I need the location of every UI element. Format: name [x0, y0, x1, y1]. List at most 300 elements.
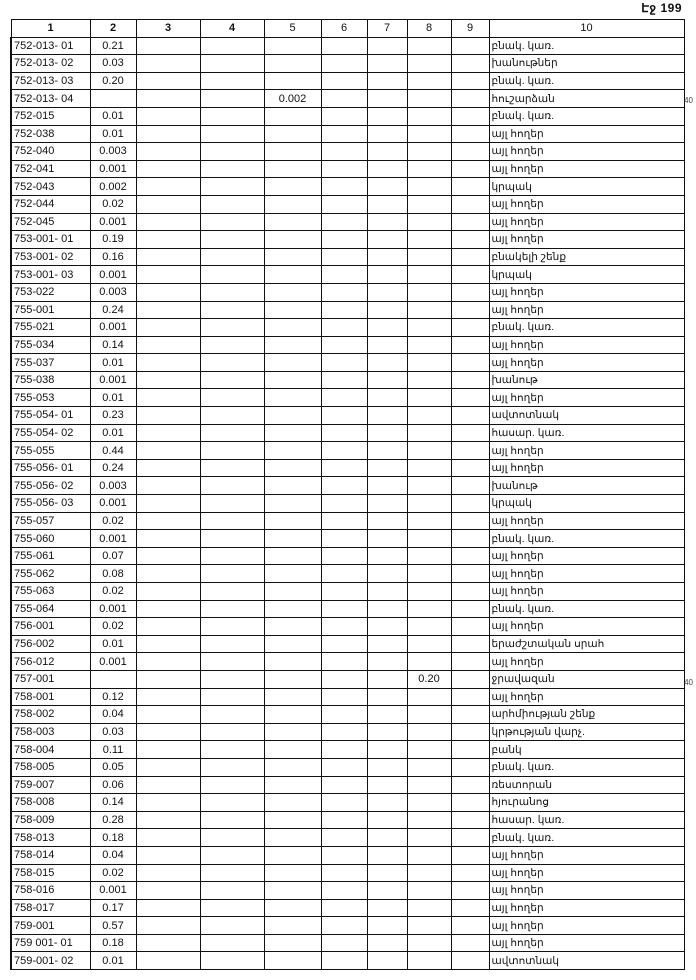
area-cell-col2: 0.01	[90, 107, 136, 125]
area-cell-col4	[200, 248, 264, 266]
area-cell-col9	[451, 864, 489, 882]
area-cell-col6	[321, 688, 367, 706]
area-cell-col7	[367, 107, 407, 125]
area-cell-col3	[136, 107, 200, 125]
area-cell-col8	[407, 952, 451, 970]
area-cell-col4	[200, 336, 264, 354]
area-cell-col6	[321, 547, 367, 565]
area-cell-col3	[136, 90, 200, 108]
area-cell-col8	[407, 371, 451, 389]
area-cell-col3	[136, 55, 200, 73]
area-cell-col5	[264, 758, 321, 776]
land-use-cell: այլ հողեր	[489, 565, 684, 583]
area-cell-col8	[407, 829, 451, 847]
area-cell-col9	[451, 723, 489, 741]
area-cell-col5	[264, 934, 321, 952]
land-use-cell: հուշարձան	[489, 90, 684, 108]
area-cell-col2: 0.44	[90, 442, 136, 460]
area-cell-col5	[264, 231, 321, 249]
land-use-cell: այլ հողեր	[489, 283, 684, 301]
area-cell-col7	[367, 213, 407, 231]
area-cell-col4	[200, 178, 264, 196]
land-use-cell: բնակ. կառ.	[489, 829, 684, 847]
parcel-code-cell: 758-014	[11, 846, 90, 864]
area-cell-col4	[200, 266, 264, 284]
land-use-cell: բնակ. կառ.	[489, 37, 684, 55]
area-cell-col6	[321, 266, 367, 284]
area-cell-col8: 0.20	[407, 670, 451, 688]
area-cell-col3	[136, 618, 200, 636]
table-row	[11, 934, 684, 952]
land-use-cell: բնակ. կառ.	[489, 107, 684, 125]
table-row	[11, 495, 684, 513]
area-cell-col9	[451, 934, 489, 952]
area-cell-col9	[451, 635, 489, 653]
area-cell-col7	[367, 794, 407, 812]
parcel-code-cell: 753-001- 02	[11, 248, 90, 266]
land-use-cell: այլ հողեր	[489, 195, 684, 213]
area-cell-col3	[136, 688, 200, 706]
table-row	[11, 231, 684, 249]
area-cell-col4	[200, 864, 264, 882]
area-cell-col5	[264, 248, 321, 266]
area-cell-col3	[136, 670, 200, 688]
area-cell-col9	[451, 55, 489, 73]
land-use-cell: արհմիության շենք	[489, 706, 684, 724]
land-use-cell: հասար. կառ.	[489, 424, 684, 442]
area-cell-col2: 0.04	[90, 846, 136, 864]
area-cell-col7	[367, 512, 407, 530]
area-cell-col8	[407, 653, 451, 671]
area-cell-col5	[264, 618, 321, 636]
area-cell-col5	[264, 811, 321, 829]
parcel-code-cell: 752-043	[11, 178, 90, 196]
land-use-cell: այլ հողեր	[489, 882, 684, 900]
area-cell-col5	[264, 600, 321, 618]
area-cell-col6	[321, 354, 367, 372]
area-cell-col8	[407, 934, 451, 952]
area-cell-col7	[367, 354, 407, 372]
area-cell-col7	[367, 407, 407, 425]
land-use-cell: ռեստորան	[489, 776, 684, 794]
area-cell-col7	[367, 600, 407, 618]
area-cell-col6	[321, 389, 367, 407]
area-cell-col6	[321, 231, 367, 249]
area-cell-col3	[136, 389, 200, 407]
area-cell-col7	[367, 231, 407, 249]
area-cell-col6	[321, 618, 367, 636]
area-cell-col7	[367, 811, 407, 829]
area-cell-col2: 0.14	[90, 794, 136, 812]
area-cell-col3	[136, 477, 200, 495]
area-cell-col5	[264, 635, 321, 653]
area-cell-col5	[264, 583, 321, 601]
area-cell-col9	[451, 618, 489, 636]
area-cell-col6	[321, 882, 367, 900]
area-cell-col3	[136, 266, 200, 284]
parcel-code-cell: 758-016	[11, 882, 90, 900]
area-cell-col9	[451, 846, 489, 864]
area-cell-col5	[264, 530, 321, 548]
area-cell-col3	[136, 653, 200, 671]
area-cell-col2: 0.16	[90, 248, 136, 266]
area-cell-col7	[367, 442, 407, 460]
area-cell-col5	[264, 37, 321, 55]
area-cell-col8	[407, 424, 451, 442]
land-use-cell: այլ հողեր	[489, 301, 684, 319]
area-cell-col4	[200, 512, 264, 530]
area-cell-col7	[367, 459, 407, 477]
area-cell-col4	[200, 899, 264, 917]
parcel-code-cell: 752-015	[11, 107, 90, 125]
table-row	[11, 424, 684, 442]
land-use-cell: այլ հողեր	[489, 512, 684, 530]
area-cell-col8	[407, 178, 451, 196]
area-cell-col6	[321, 283, 367, 301]
area-cell-col9	[451, 882, 489, 900]
area-cell-col4	[200, 283, 264, 301]
land-use-cell: բնակ. կառ.	[489, 319, 684, 337]
area-cell-col2: 0.001	[90, 495, 136, 513]
area-cell-col7	[367, 618, 407, 636]
area-cell-col4	[200, 90, 264, 108]
area-cell-col8	[407, 266, 451, 284]
area-cell-col4	[200, 107, 264, 125]
area-cell-col4	[200, 389, 264, 407]
area-cell-col6	[321, 319, 367, 337]
area-cell-col6	[321, 477, 367, 495]
parcel-code-cell: 755-001	[11, 301, 90, 319]
area-cell-col3	[136, 899, 200, 917]
area-cell-col7	[367, 565, 407, 583]
area-cell-col2	[90, 90, 136, 108]
area-cell-col2: 0.03	[90, 55, 136, 73]
area-cell-col9	[451, 319, 489, 337]
area-cell-col9	[451, 758, 489, 776]
area-cell-col2: 0.001	[90, 160, 136, 178]
area-cell-col2: 0.02	[90, 583, 136, 601]
parcel-code-cell: 752-038	[11, 125, 90, 143]
area-cell-col4	[200, 723, 264, 741]
parcel-code-cell: 752-013- 01	[11, 37, 90, 55]
area-cell-col3	[136, 125, 200, 143]
land-parcel-table	[10, 19, 685, 970]
land-use-cell: այլ հողեր	[489, 442, 684, 460]
parcel-code-cell: 758-003	[11, 723, 90, 741]
area-cell-col9	[451, 371, 489, 389]
area-cell-col2: 0.07	[90, 547, 136, 565]
area-cell-col2: 0.001	[90, 530, 136, 548]
area-cell-col6	[321, 301, 367, 319]
area-cell-col3	[136, 512, 200, 530]
area-cell-col4	[200, 442, 264, 460]
area-cell-col5	[264, 829, 321, 847]
area-cell-col3	[136, 301, 200, 319]
area-cell-col6	[321, 794, 367, 812]
table-row	[11, 952, 684, 970]
area-cell-col8	[407, 565, 451, 583]
column-header: 9	[451, 20, 489, 38]
area-cell-col2: 0.06	[90, 776, 136, 794]
area-cell-col7	[367, 495, 407, 513]
area-cell-col9	[451, 688, 489, 706]
land-use-cell: ավտոտնակ	[489, 952, 684, 970]
table-row	[11, 301, 684, 319]
table-row	[11, 55, 684, 73]
land-use-cell: կրպակ	[489, 266, 684, 284]
area-cell-col4	[200, 583, 264, 601]
area-cell-col9	[451, 72, 489, 90]
area-cell-col3	[136, 952, 200, 970]
page-number: Էջ 199	[641, 1, 682, 15]
area-cell-col3	[136, 143, 200, 161]
area-cell-col4	[200, 495, 264, 513]
column-header: 7	[367, 20, 407, 38]
table-row	[11, 407, 684, 425]
area-cell-col6	[321, 55, 367, 73]
area-cell-col5	[264, 565, 321, 583]
area-cell-col4	[200, 301, 264, 319]
area-cell-col9	[451, 706, 489, 724]
table-row	[11, 688, 684, 706]
land-use-cell: այլ հողեր	[489, 864, 684, 882]
table-row	[11, 266, 684, 284]
area-cell-col2: 0.01	[90, 389, 136, 407]
area-cell-col2: 0.18	[90, 829, 136, 847]
parcel-code-cell: 755-057	[11, 512, 90, 530]
area-cell-col2: 0.02	[90, 618, 136, 636]
area-cell-col4	[200, 125, 264, 143]
column-header: 5	[264, 20, 321, 38]
area-cell-col5: 0.002	[264, 90, 321, 108]
area-cell-col8	[407, 864, 451, 882]
table-row	[11, 389, 684, 407]
area-cell-col2: 0.01	[90, 635, 136, 653]
area-cell-col3	[136, 829, 200, 847]
area-cell-col5	[264, 653, 321, 671]
area-cell-col8	[407, 160, 451, 178]
area-cell-col5	[264, 459, 321, 477]
parcel-code-cell: 755-062	[11, 565, 90, 583]
area-cell-col8	[407, 899, 451, 917]
area-cell-col2: 0.01	[90, 952, 136, 970]
area-cell-col2	[90, 670, 136, 688]
table-row	[11, 72, 684, 90]
area-cell-col7	[367, 758, 407, 776]
table-row	[11, 899, 684, 917]
parcel-code-cell: 753-001- 01	[11, 231, 90, 249]
area-cell-col5	[264, 741, 321, 759]
area-cell-col8	[407, 794, 451, 812]
area-cell-col5	[264, 794, 321, 812]
area-cell-col9	[451, 917, 489, 935]
area-cell-col7	[367, 195, 407, 213]
area-cell-col6	[321, 758, 367, 776]
area-cell-col6	[321, 143, 367, 161]
area-cell-col2: 0.001	[90, 653, 136, 671]
land-use-cell: այլ հողեր	[489, 917, 684, 935]
area-cell-col8	[407, 248, 451, 266]
table-row	[11, 336, 684, 354]
area-cell-col5	[264, 424, 321, 442]
area-cell-col5	[264, 160, 321, 178]
parcel-code-cell: 758-015	[11, 864, 90, 882]
parcel-code-cell: 755-060	[11, 530, 90, 548]
area-cell-col8	[407, 846, 451, 864]
area-cell-col3	[136, 213, 200, 231]
area-cell-col8	[407, 442, 451, 460]
area-cell-col9	[451, 776, 489, 794]
area-cell-col6	[321, 90, 367, 108]
area-cell-col8	[407, 688, 451, 706]
area-cell-col6	[321, 565, 367, 583]
area-cell-col3	[136, 741, 200, 759]
table-row	[11, 846, 684, 864]
parcel-code-cell: 755-034	[11, 336, 90, 354]
area-cell-col8	[407, 143, 451, 161]
table-row	[11, 178, 684, 196]
area-cell-col8	[407, 495, 451, 513]
area-cell-col8	[407, 618, 451, 636]
area-cell-col5	[264, 776, 321, 794]
area-cell-col3	[136, 424, 200, 442]
table-row	[11, 618, 684, 636]
area-cell-col3	[136, 758, 200, 776]
parcel-code-cell: 755-055	[11, 442, 90, 460]
parcel-code-cell: 758-005	[11, 758, 90, 776]
land-use-cell: բանկ	[489, 741, 684, 759]
area-cell-col7	[367, 635, 407, 653]
area-cell-col2: 0.14	[90, 336, 136, 354]
area-cell-col7	[367, 846, 407, 864]
area-cell-col7	[367, 424, 407, 442]
area-cell-col4	[200, 160, 264, 178]
area-cell-col8	[407, 583, 451, 601]
column-header: 8	[407, 20, 451, 38]
area-cell-col7	[367, 72, 407, 90]
area-cell-col8	[407, 741, 451, 759]
area-cell-col5	[264, 389, 321, 407]
area-cell-col2: 0.23	[90, 407, 136, 425]
table-row	[11, 354, 684, 372]
area-cell-col8	[407, 37, 451, 55]
area-cell-col5	[264, 266, 321, 284]
area-cell-col3	[136, 459, 200, 477]
area-cell-col7	[367, 160, 407, 178]
land-use-cell: այլ հողեր	[489, 459, 684, 477]
area-cell-col3	[136, 882, 200, 900]
table-row	[11, 125, 684, 143]
parcel-code-cell: 755-037	[11, 354, 90, 372]
area-cell-col3	[136, 864, 200, 882]
area-cell-col3	[136, 530, 200, 548]
area-cell-col4	[200, 882, 264, 900]
table-row	[11, 143, 684, 161]
area-cell-col5	[264, 55, 321, 73]
area-cell-col6	[321, 442, 367, 460]
area-cell-col5	[264, 336, 321, 354]
area-cell-col9	[451, 653, 489, 671]
area-cell-col4	[200, 653, 264, 671]
area-cell-col6	[321, 178, 367, 196]
area-cell-col6	[321, 776, 367, 794]
area-cell-col8	[407, 354, 451, 372]
area-cell-col7	[367, 336, 407, 354]
table-row	[11, 811, 684, 829]
column-header: 2	[90, 20, 136, 38]
area-cell-col8	[407, 635, 451, 653]
area-cell-col2: 0.05	[90, 758, 136, 776]
land-use-cell: հյուրանոց	[489, 794, 684, 812]
table-row	[11, 512, 684, 530]
area-cell-col5	[264, 371, 321, 389]
area-cell-col5	[264, 547, 321, 565]
area-cell-col3	[136, 248, 200, 266]
table-header-row	[11, 20, 684, 38]
area-cell-col4	[200, 706, 264, 724]
area-cell-col8	[407, 319, 451, 337]
area-cell-col4	[200, 37, 264, 55]
area-cell-col7	[367, 143, 407, 161]
area-cell-col7	[367, 530, 407, 548]
area-cell-col7	[367, 934, 407, 952]
parcel-code-cell: 757-001	[11, 670, 90, 688]
area-cell-col6	[321, 107, 367, 125]
area-cell-col9	[451, 213, 489, 231]
area-cell-col8	[407, 107, 451, 125]
area-cell-col6	[321, 864, 367, 882]
parcel-code-cell: 758-004	[11, 741, 90, 759]
area-cell-col2: 0.001	[90, 266, 136, 284]
land-use-cell: այլ հողեր	[489, 389, 684, 407]
table-row	[11, 371, 684, 389]
area-cell-col6	[321, 371, 367, 389]
area-cell-col9	[451, 477, 489, 495]
area-cell-col8	[407, 758, 451, 776]
area-cell-col4	[200, 477, 264, 495]
parcel-code-cell: 756-001	[11, 618, 90, 636]
area-cell-col2: 0.01	[90, 354, 136, 372]
land-use-cell: ջրավազան	[489, 670, 684, 688]
area-cell-col9	[451, 407, 489, 425]
area-cell-col9	[451, 670, 489, 688]
table-row	[11, 758, 684, 776]
area-cell-col3	[136, 600, 200, 618]
parcel-code-cell: 752-013- 04	[11, 90, 90, 108]
area-cell-col3	[136, 495, 200, 513]
area-cell-col9	[451, 530, 489, 548]
area-cell-col6	[321, 37, 367, 55]
area-cell-col3	[136, 706, 200, 724]
land-use-cell: խանութ	[489, 371, 684, 389]
parcel-code-cell: 752-040	[11, 143, 90, 161]
area-cell-col4	[200, 688, 264, 706]
area-cell-col2: 0.001	[90, 600, 136, 618]
parcel-code-cell: 752-041	[11, 160, 90, 178]
area-cell-col2: 0.003	[90, 477, 136, 495]
area-cell-col8	[407, 389, 451, 407]
area-cell-col3	[136, 354, 200, 372]
area-cell-col6	[321, 213, 367, 231]
parcel-code-cell: 759-001- 02	[11, 952, 90, 970]
table-row	[11, 530, 684, 548]
area-cell-col7	[367, 917, 407, 935]
area-cell-col4	[200, 231, 264, 249]
land-use-cell: այլ հողեր	[489, 336, 684, 354]
area-cell-col9	[451, 583, 489, 601]
area-cell-col4	[200, 635, 264, 653]
area-cell-col4	[200, 811, 264, 829]
